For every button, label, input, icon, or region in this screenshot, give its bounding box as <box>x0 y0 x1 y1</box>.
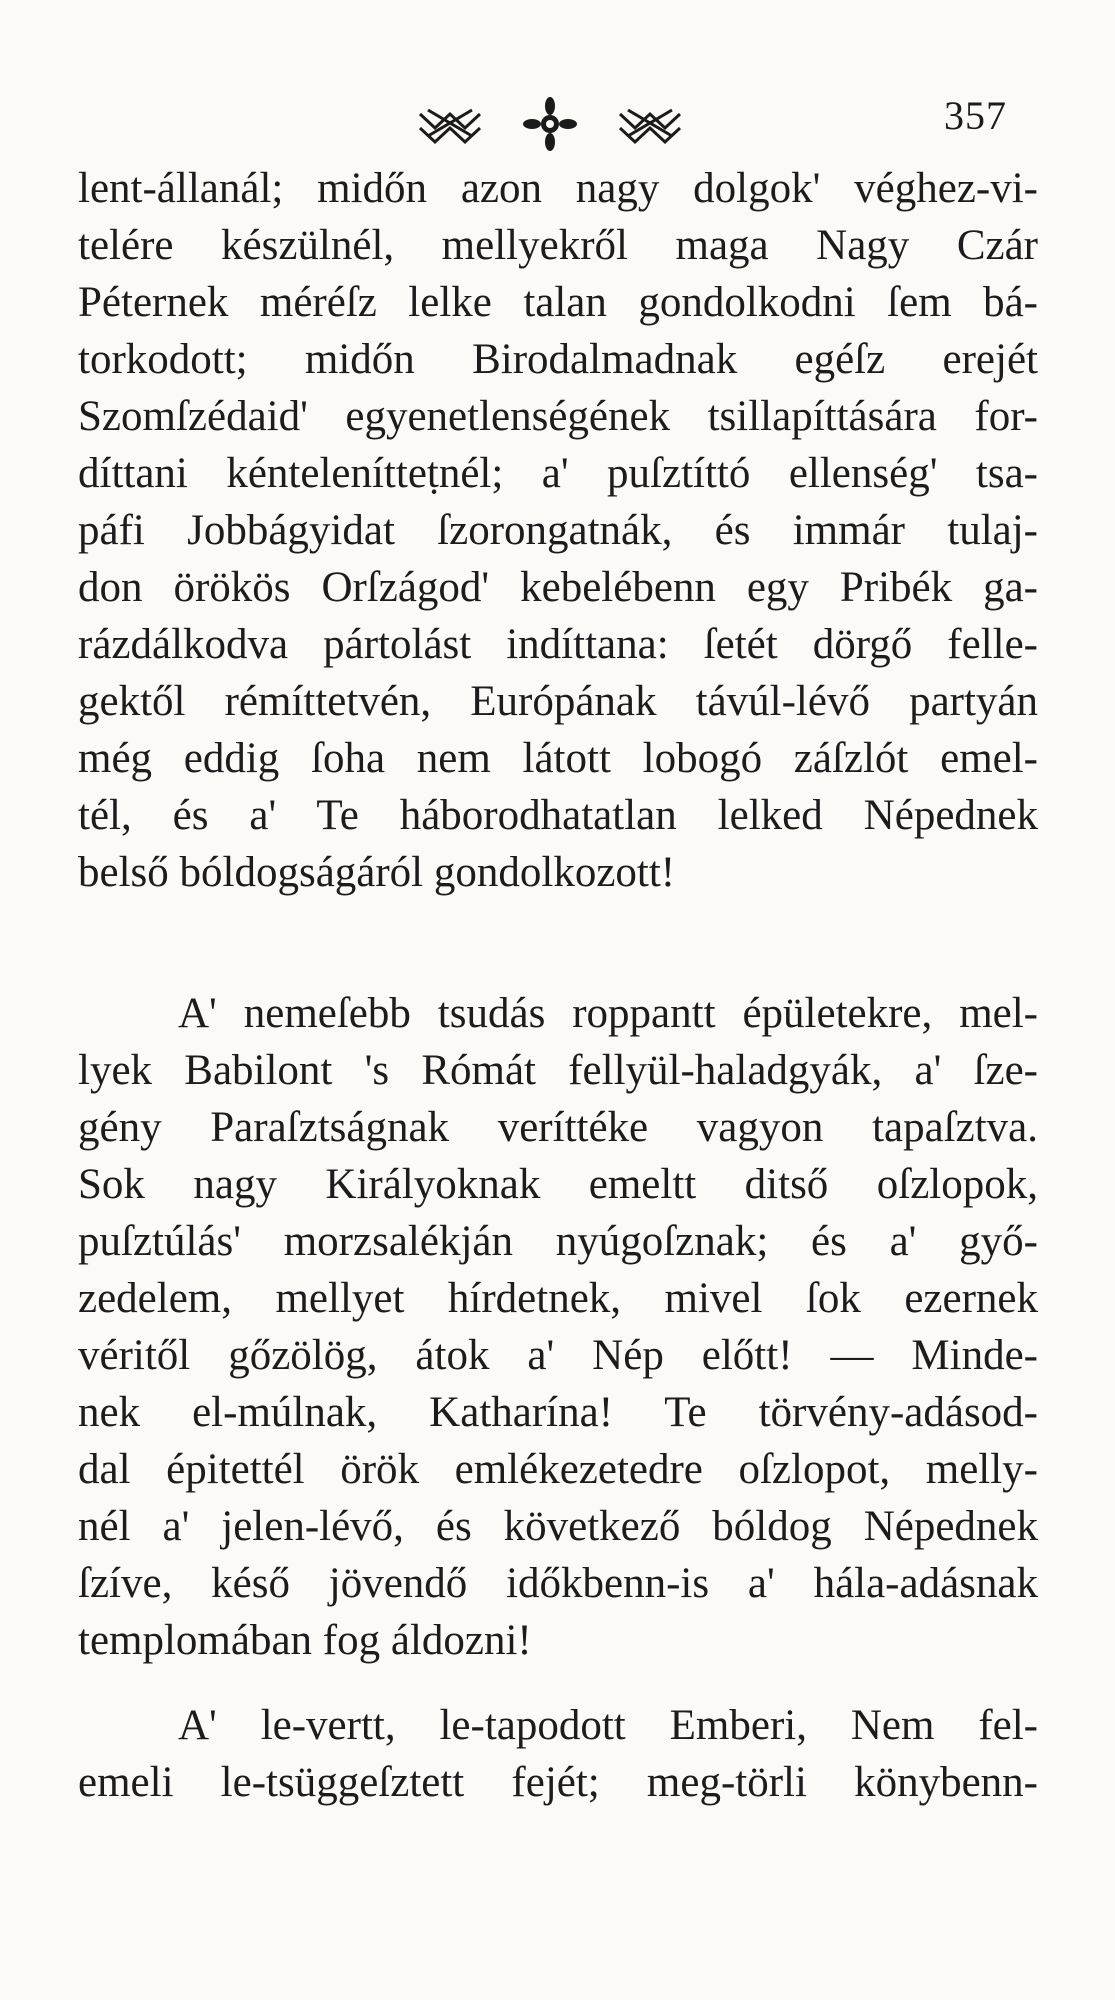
text-line: dal épitettél örök emlékezetedre oſzlopot, melly- <box>78 1446 1038 1493</box>
text-line: Sok nagy Királyoknak emeltt ditső oſzlopok, <box>78 1161 1038 1208</box>
text-line: díttani kéntelenítteṭnél; a' puſztíttó ellenség' tsa- <box>78 450 1038 497</box>
text-line: véritől gőzölög, átok a' Nép előtt! — Minde- <box>78 1332 1038 1379</box>
text-line: ſzíve, késő jövendő időkbenn-is a' hála-adásnak <box>78 1560 1038 1607</box>
text-line: zedelem, mellyet hírdetnek, mivel ſok ezernek <box>78 1275 1038 1322</box>
paragraph-1 <box>78 160 1038 901</box>
text-line: A' nemeſebb tsudás roppantt épületekre, mel- <box>178 990 1038 1037</box>
text-line: páfi Jobbágyidat ſzorongatnák, és immár tulaj- <box>78 507 1038 554</box>
text-line: torkodott; midőn Birodalmadnak egéſz erejét <box>78 336 1038 383</box>
text-line: lent-állanál; midőn azon nagy dolgok' véghez-vi- <box>78 165 1038 212</box>
page-number: 357 <box>944 93 1007 138</box>
text-line: lyek Babilont 's Rómát fellyül-haladgyák, a' ſze- <box>78 1047 1038 1094</box>
text-line: puſztúlás' morzsalékján nyúgoſznak; és a' győ- <box>78 1218 1038 1265</box>
text-line: Péternek méréſz lelke talan gondolkodni ſem bá- <box>78 279 1038 326</box>
text-line: még eddig ſoha nem látott lobogó záſzlót emel- <box>78 735 1038 782</box>
text-line: gény Paraſztságnak veríttéke vagyon tapaſztva. <box>78 1104 1038 1151</box>
text-line: belső bóldogságáról gondolkozott! <box>78 849 676 896</box>
page-header <box>0 92 1115 162</box>
text-line: nél a' jelen-lévő, és következő bóldog Népednek <box>78 1503 1038 1550</box>
text-line: nek el-múlnak, Katharína! Te törvény-adásod- <box>78 1389 1038 1436</box>
text-line: telére készülnél, mellyekről maga Nagy Czár <box>78 222 1038 269</box>
paragraph-2 <box>78 985 1038 1669</box>
head-ornament-icon <box>400 92 700 152</box>
text-line: gektől rémíttetvén, Európának távúl-lévő partyán <box>78 678 1038 725</box>
text-line: templomában fog áldozni! <box>78 1617 532 1664</box>
text-line: don örökös Orſzágod' kebelébenn egy Pribék ga- <box>78 564 1038 611</box>
text-line: A' le-vertt, le-tapodott Emberi, Nem fel- <box>178 1702 1038 1749</box>
text-line: Szomſzédaid' egyenetlenségének tsillapíttására for- <box>78 393 1038 440</box>
text-line: emeli le-tsüggeſztett fejét; meg-törli könybenn- <box>78 1759 1038 1806</box>
text-line: rázdálkodva pártolást indíttana: ſetét dörgő felle- <box>78 621 1038 668</box>
text-line: tél, és a' Te háborodhatatlan lelked Népednek <box>78 792 1038 839</box>
paragraph-3 <box>78 1697 1038 1811</box>
